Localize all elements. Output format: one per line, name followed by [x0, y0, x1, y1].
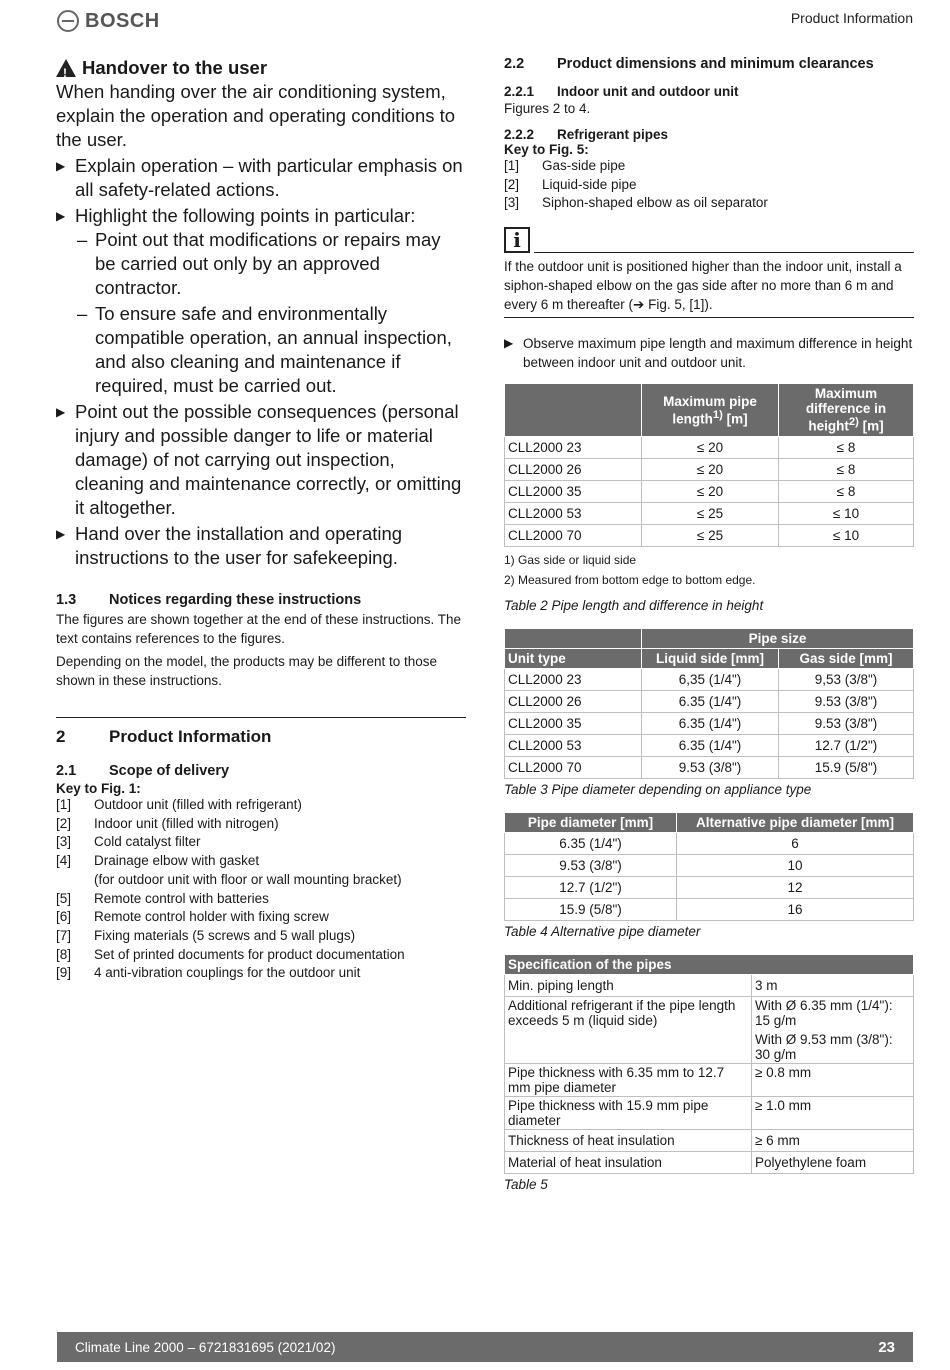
list-item: [56, 852, 466, 871]
table-cell: 6,35 (1/4"): [642, 668, 779, 690]
key-number: [2]: [56, 815, 72, 831]
table-row: [505, 1151, 914, 1173]
section-title: Product Information: [109, 727, 272, 746]
table-cell: ≥ 1.0 mm: [752, 1096, 914, 1129]
table-header-cell: Pipe diameter [mm]: [505, 812, 677, 832]
table-header-row: [505, 628, 914, 648]
table-cell: ≤ 8: [779, 458, 914, 480]
info-box-header: [504, 227, 914, 253]
table-cell: 6.35 (1/4"): [505, 832, 677, 854]
key-label: Key to Fig. 5:: [504, 142, 589, 157]
key-text: Fixing materials (5 screws and 5 wall plugs): [94, 927, 356, 943]
paragraph: The figures are shown together at the end of these instructions. The text contains references to the figures.: [56, 612, 461, 646]
table-cell: ≤ 20: [642, 458, 779, 480]
table-header-row: [505, 954, 914, 974]
key-number: [9]: [56, 965, 72, 981]
key-label: Key to Fig. 1:: [56, 781, 141, 796]
table-row: [505, 854, 914, 876]
section-title: Product dimensions and minimum clearances: [557, 56, 874, 72]
table-row: [505, 668, 914, 690]
table-cell: CLL2000 70: [505, 756, 642, 778]
handover-bullets: [56, 154, 466, 570]
left-column: [56, 56, 466, 983]
table-header-row: [505, 648, 914, 668]
table-row: [505, 1063, 914, 1096]
paragraph: Figures 2 to 4.: [504, 101, 591, 116]
table-caption: Table 5: [504, 1176, 548, 1192]
section-2-2-heading: [504, 56, 914, 72]
table-cell: Polyethylene foam: [752, 1151, 914, 1173]
table-header-cell: [505, 384, 642, 437]
table-row: [505, 876, 914, 898]
table-row: [505, 524, 914, 546]
list-item: ▶ Observe maximum pipe length and maximum difference in height between indoor unit and outdoor unit.: [504, 334, 914, 372]
section-2-2-2-heading: [504, 127, 914, 142]
list-item: [504, 176, 914, 195]
warning-icon: [56, 59, 76, 77]
table-row: [505, 756, 914, 778]
table-caption: Table 4 Alternative pipe diameter: [504, 923, 701, 939]
table-header-cell: Maximum difference in height$^{2)}$ [m]: [779, 384, 914, 437]
key-text: 4 anti-vibration couplings for the outdoor unit: [94, 965, 361, 981]
table-row: [505, 974, 914, 996]
table-cell: 10: [677, 854, 914, 876]
table-cell: With Ø 6.35 mm (1/4"): 15 g/m: [752, 996, 914, 1029]
key-number: [4]: [56, 853, 72, 869]
table-row: [505, 502, 914, 524]
key-number: [56, 871, 94, 890]
handover-heading: [56, 56, 466, 80]
section-title: Notices regarding these instructions: [109, 592, 362, 608]
table-cell: CLL2000 23: [505, 668, 642, 690]
section-2-1-heading: [56, 763, 466, 779]
key-number: [3]: [504, 195, 520, 211]
table-cell: With Ø 9.53 mm (3/8"): 30 g/m: [752, 1029, 914, 1064]
section-title: Refrigerant pipes: [557, 127, 669, 142]
table-cell: CLL2000 53: [505, 734, 642, 756]
table-cell: 12.7 (1/2"): [505, 876, 677, 898]
section-2-2-1-heading: [504, 84, 914, 99]
table-pipe-specification: [504, 954, 914, 1174]
table-cell: ≤ 25: [642, 524, 779, 546]
table-cell: Thickness of heat insulation: [505, 1129, 752, 1151]
bosch-logo: [57, 8, 160, 34]
list-item: [56, 908, 466, 927]
table-cell: 12.7 (1/2"): [779, 734, 914, 756]
list-item: – To ensure safe and environmentally compatible operation, an annual inspection, and also cleaning and maintenance if required, must be carried out.: [75, 302, 466, 398]
table-pipe-diameter: [504, 628, 914, 779]
key-text: Remote control holder with fixing screw: [94, 909, 329, 925]
info-icon: i: [504, 227, 530, 253]
table-header-cell: Alternative pipe diameter [mm]: [677, 812, 914, 832]
observe-list: [504, 334, 914, 372]
table-header-cell: Liquid side [mm]: [642, 648, 779, 668]
table-cell: 9.53 (3/8"): [779, 712, 914, 734]
table-cell: ≤ 8: [779, 436, 914, 458]
list-item: [56, 204, 466, 398]
table-cell: ≤ 10: [779, 502, 914, 524]
section-2-heading: [56, 727, 466, 747]
section-number: 2.2: [504, 56, 525, 72]
list-item: ▶ Point out the possible consequences (personal injury and possible danger to life or material damage) of not carrying out inspection, cleaning and maintenance correctly, or omitting it altogether.: [56, 400, 466, 520]
table-row: [505, 712, 914, 734]
table-row: [505, 480, 914, 502]
table-cell: 6.35 (1/4"): [642, 690, 779, 712]
list-item: ▶ Explain operation – with particular emphasis on all safety-related actions.: [56, 154, 466, 202]
table-alternative-diameter: [504, 812, 914, 921]
table-header-cell: Unit type: [505, 648, 642, 668]
footer-doc-id: Climate Line 2000 – 6721831695 (2021/02): [75, 1339, 336, 1355]
list-item: [56, 964, 466, 983]
list-item: [56, 946, 466, 965]
key-text: Outdoor unit (filled with refrigerant): [94, 797, 302, 812]
table-header-cell: Gas side [mm]: [779, 648, 914, 668]
table-cell: ≥ 0.8 mm: [752, 1063, 914, 1096]
table-caption: Table 3 Pipe diameter depending on appliance type: [504, 781, 812, 797]
section-number: 2.2.2: [504, 127, 535, 142]
page-number: 23: [878, 1338, 895, 1356]
table-cell: Pipe thickness with 15.9 mm pipe diameter: [505, 1096, 752, 1129]
table-cell: 9.53 (3/8"): [779, 690, 914, 712]
key-text: Liquid-side pipe: [542, 176, 637, 192]
table-cell: 16: [677, 898, 914, 920]
table-cell: 9,53 (3/8"): [779, 668, 914, 690]
table-cell: CLL2000 23: [505, 436, 642, 458]
list-item: [56, 871, 466, 890]
footnote: 2) Measured from bottom edge to bottom edge.: [504, 572, 756, 587]
table-row: [505, 436, 914, 458]
table-cell: ≤ 8: [779, 480, 914, 502]
table-cell: CLL2000 70: [505, 524, 642, 546]
table-row: [505, 1096, 914, 1129]
table-header-cell: Specification of the pipes: [505, 954, 914, 974]
table-row: [505, 690, 914, 712]
table-cell: 15.9 (5/8"): [505, 898, 677, 920]
key-number: [8]: [56, 946, 72, 962]
list-item: [504, 194, 914, 213]
key-text: Cold catalyst filter: [94, 834, 201, 850]
table-caption: Table 2 Pipe length and difference in height: [504, 597, 764, 613]
list-item: [56, 927, 466, 946]
table-cell: 12: [677, 876, 914, 898]
list-item: [56, 890, 466, 909]
handover-intro: When handing over the air conditioning system, explain the operation and operating conditions to the user.: [56, 81, 456, 150]
list-item-text: Highlight the following points in particular:: [75, 205, 416, 226]
table-cell: ≤ 25: [642, 502, 779, 524]
handover-title: Handover to the user: [82, 57, 268, 78]
section-divider: [56, 717, 466, 718]
list-item: [56, 815, 466, 834]
list-item: [56, 796, 466, 815]
table-row: [505, 1129, 914, 1151]
key-number: [6]: [56, 909, 72, 925]
section-title: Indoor unit and outdoor unit: [557, 84, 739, 99]
table-row: [505, 898, 914, 920]
table-cell: 15.9 (5/8"): [779, 756, 914, 778]
table-cell: 6: [677, 832, 914, 854]
table-cell: Material of heat insulation: [505, 1151, 752, 1173]
key-text: Siphon-shaped elbow as oil separator: [542, 195, 768, 211]
table-cell: Pipe thickness with 6.35 mm to 12.7 mm pipe diameter: [505, 1063, 752, 1096]
table-cell: 6.35 (1/4"): [642, 712, 779, 734]
table-cell: 3 m: [752, 974, 914, 996]
table-cell: CLL2000 53: [505, 502, 642, 524]
scope-of-delivery-list: [56, 796, 466, 983]
section-number: 2.2.1: [504, 84, 535, 99]
table-cell: CLL2000 35: [505, 712, 642, 734]
refrigerant-pipes-key-list: [504, 157, 914, 213]
sub-list: [75, 228, 466, 398]
table-row: [505, 458, 914, 480]
key-text: Drainage elbow with gasket: [94, 853, 260, 869]
footnote: 1) Gas side or liquid side: [504, 552, 637, 567]
right-column: [504, 56, 914, 1192]
table-row: [505, 996, 914, 1029]
brand-name: BOSCH: [85, 9, 160, 32]
table-header-cell: Pipe size: [642, 628, 914, 648]
list-item: – Point out that modifications or repairs may be carried out only by an approved contractor.: [75, 228, 466, 300]
key-number: [5]: [56, 890, 72, 906]
key-number: [2]: [504, 176, 520, 192]
table-cell: CLL2000 35: [505, 480, 642, 502]
key-number: [1]: [56, 797, 72, 812]
table-cell: Additional refrigerant if the pipe length exceeds 5 m (liquid side): [505, 996, 752, 1063]
section-number: 2: [56, 727, 66, 746]
list-item: [504, 157, 914, 176]
bosch-armature-icon: [57, 10, 79, 32]
table-cell: 9.53 (3/8"): [505, 854, 677, 876]
info-note: If the outdoor unit is positioned higher than the indoor unit, install a siphon-shaped elbow on the gas side after no more than 6 m and every 6 m thereafter (➔ Fig. 5, [1]).: [504, 257, 914, 318]
table-cell: CLL2000 26: [505, 458, 642, 480]
key-number: [3]: [56, 834, 72, 850]
table-cell: ≤ 10: [779, 524, 914, 546]
header-section-title: Product Information: [790, 10, 913, 26]
key-text: Indoor unit (filled with nitrogen): [94, 815, 279, 831]
list-item: [56, 833, 466, 852]
table-row: [505, 734, 914, 756]
section-number: 1.3: [56, 592, 77, 608]
table-cell: CLL2000 26: [505, 690, 642, 712]
table-header-cell: [505, 628, 642, 648]
page-footer: [57, 1332, 913, 1362]
list-item: ▶ Hand over the installation and operating instructions to the user for safekeeping.: [56, 522, 466, 570]
table-cell: ≤ 20: [642, 436, 779, 458]
key-text: (for outdoor unit with floor or wall mounting bracket): [94, 871, 402, 887]
table-cell: ≤ 20: [642, 480, 779, 502]
table-cell: 9.53 (3/8"): [642, 756, 779, 778]
table-cell: ≥ 6 mm: [752, 1129, 914, 1151]
key-text: Set of printed documents for product documentation: [94, 946, 405, 962]
table-cell: 6.35 (1/4"): [642, 734, 779, 756]
section-title: Scope of delivery: [109, 763, 230, 779]
section-number: 2.1: [56, 763, 77, 779]
key-text: Gas-side pipe: [542, 158, 626, 173]
table-row: [505, 832, 914, 854]
paragraph: Depending on the model, the products may be different to those shown in these instructions.: [56, 654, 437, 688]
section-1-3-heading: [56, 592, 466, 608]
key-number: [7]: [56, 927, 72, 943]
table-header-row: [505, 812, 914, 832]
table-header-cell: Maximum pipe length$^{1)}$ [m]: [642, 384, 779, 437]
key-text: Remote control with batteries: [94, 890, 269, 906]
key-number: [1]: [504, 158, 520, 173]
table-cell: Min. piping length: [505, 974, 752, 996]
table-pipe-length: [504, 383, 914, 547]
table-header-row: [505, 384, 914, 437]
